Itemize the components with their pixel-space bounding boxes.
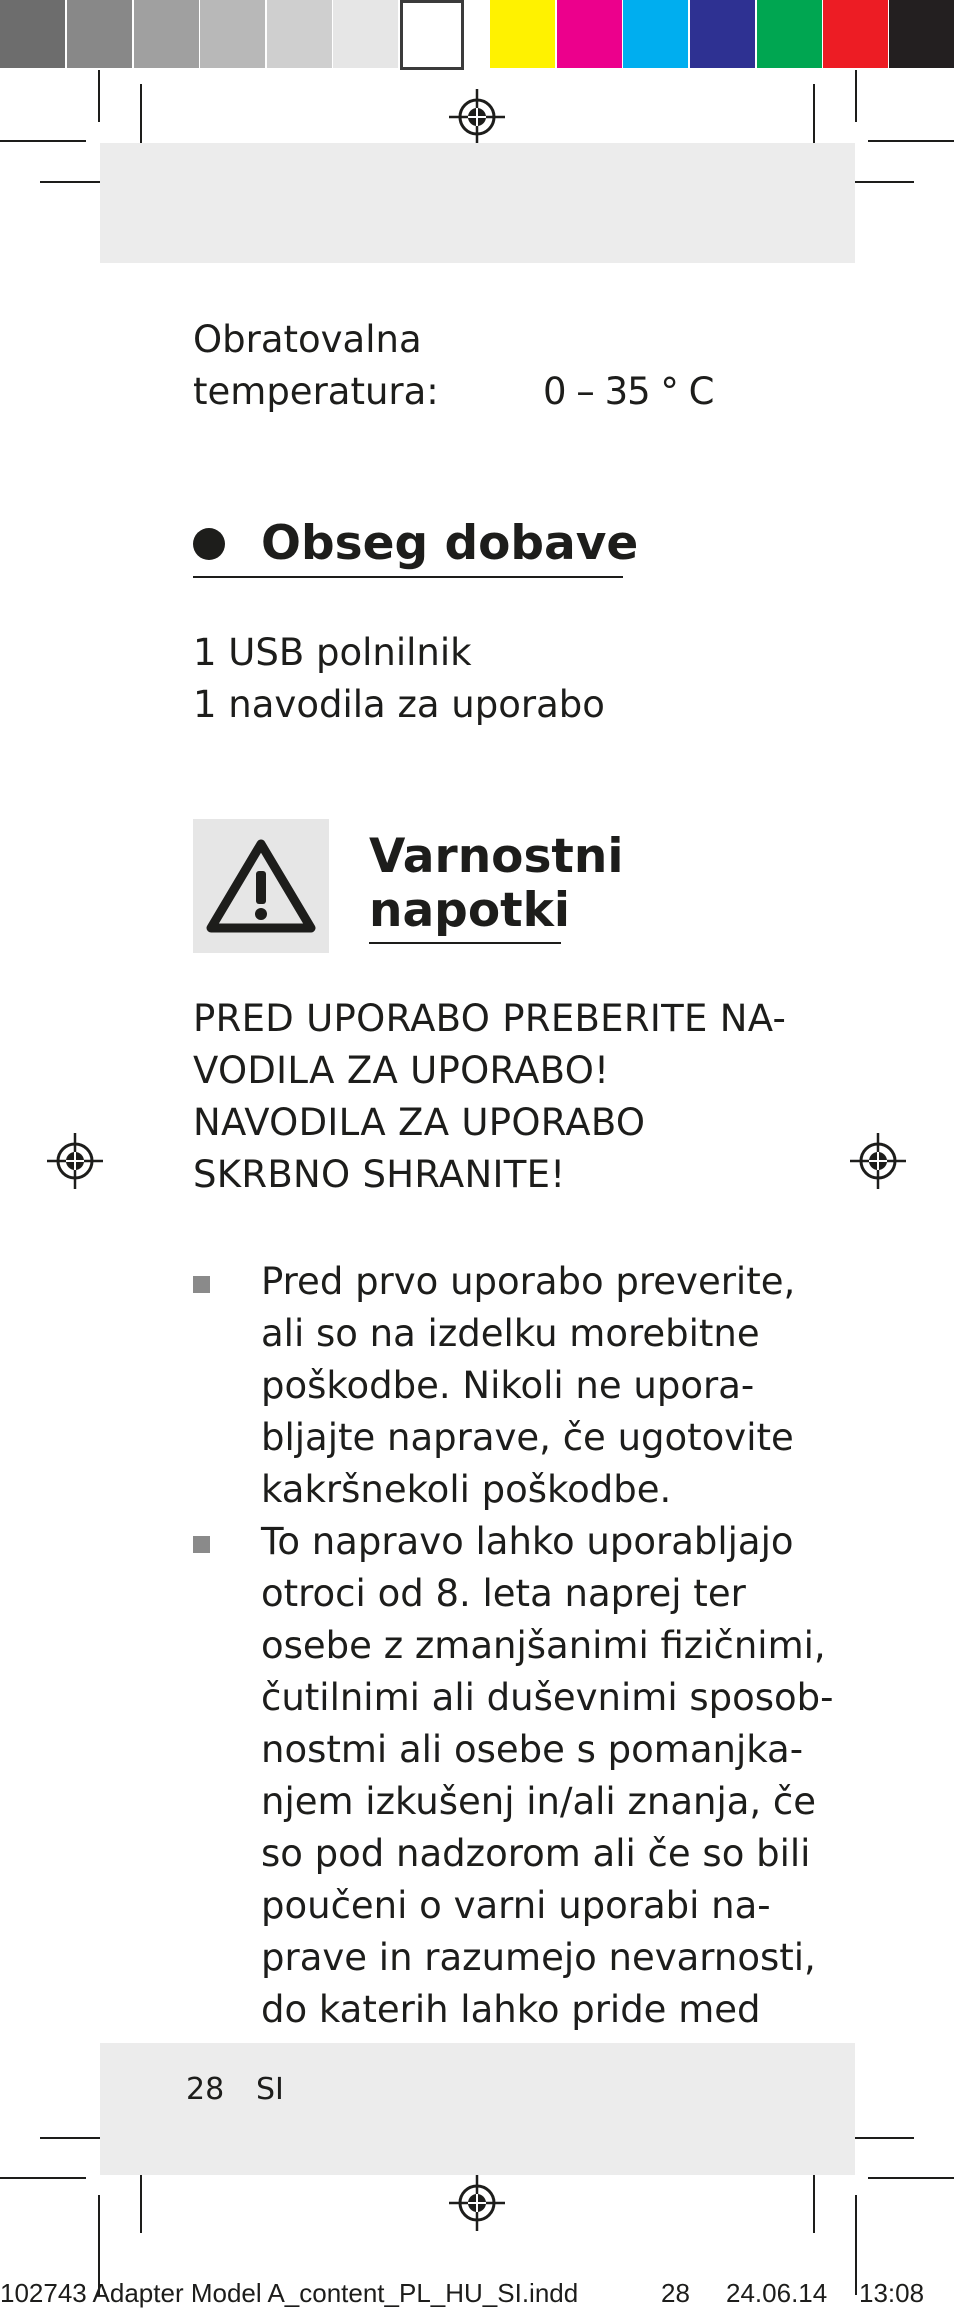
bullet-line: nostmi ali osebe s pomanjka- xyxy=(261,1728,804,1771)
page-number: 28 xyxy=(186,2072,225,2107)
color-swatch xyxy=(623,0,688,68)
bullet-line: so pod nadzorom ali če so bili xyxy=(261,1832,811,1875)
color-swatch xyxy=(490,0,555,68)
warning-triangle-icon xyxy=(193,819,329,953)
registration-mark-icon xyxy=(449,89,505,145)
print-slug-time: 13:08 xyxy=(859,2278,925,2308)
spec-label-line2: temperatura: xyxy=(193,370,439,413)
warning-line: VODILA ZA UPORABO! xyxy=(193,1049,610,1092)
page-language: SI xyxy=(256,2072,284,2107)
bullet-line: čutilnimi ali duševnimi sposob- xyxy=(261,1676,834,1719)
color-swatch xyxy=(333,0,398,68)
warning-icon-box xyxy=(193,819,329,953)
crop-mark xyxy=(813,84,815,152)
color-swatch xyxy=(0,0,65,68)
safety-heading-line2: napotki xyxy=(369,883,570,938)
crop-mark xyxy=(0,2177,86,2179)
print-slug-page: 28 xyxy=(661,2278,690,2308)
bullet-line: prave in razumejo nevarnosti, xyxy=(261,1936,816,1979)
bullet-line: poučeni o varni uporabi na- xyxy=(261,1884,771,1927)
list-bullet-icon xyxy=(193,1536,210,1553)
color-swatch xyxy=(134,0,199,68)
crop-mark xyxy=(98,70,100,122)
crop-mark xyxy=(855,70,857,122)
scope-item: 1 navodila za uporabo xyxy=(193,683,605,726)
bullet-line: otroci od 8. leta naprej ter xyxy=(261,1572,746,1615)
crop-mark xyxy=(868,140,954,142)
print-slug-file: 102743 Adapter Model A_content_PL_HU_SI.indd xyxy=(0,2278,579,2308)
warning-line: NAVODILA ZA UPORABO xyxy=(193,1101,646,1144)
section-bullet-icon xyxy=(193,528,225,560)
color-swatch xyxy=(757,0,822,68)
warning-line: SKRBNO SHRANITE! xyxy=(193,1153,566,1196)
color-swatch xyxy=(823,0,888,68)
bullet-line: poškodbe. Nikoli ne upora- xyxy=(261,1364,755,1407)
registration-mark-icon xyxy=(850,1133,906,1189)
heading-underline xyxy=(193,576,623,578)
color-swatch xyxy=(690,0,755,68)
safety-heading-line1: Varnostni xyxy=(369,829,624,884)
heading-underline xyxy=(369,942,561,944)
crop-mark xyxy=(0,140,86,142)
crop-mark xyxy=(855,2195,857,2295)
spec-label-line1: Obratovalna xyxy=(193,318,422,361)
crop-mark xyxy=(813,2165,815,2233)
color-swatch xyxy=(400,0,464,70)
color-swatch xyxy=(67,0,132,68)
list-bullet-icon xyxy=(193,1276,210,1293)
bullet-line: kakršnekoli poškodbe. xyxy=(261,1468,672,1511)
registration-mark-icon xyxy=(449,2175,505,2231)
bullet-line: Pred prvo uporabo preverite, xyxy=(261,1260,796,1303)
scope-item: 1 USB polnilnik xyxy=(193,631,472,674)
color-swatch xyxy=(557,0,622,68)
bullet-line: njem izkušenj in/ali znanja, če xyxy=(261,1780,817,1823)
color-swatch xyxy=(200,0,265,68)
print-slug-date: 24.06.14 xyxy=(726,2278,828,2308)
registration-mark-icon xyxy=(47,1133,103,1189)
crop-mark xyxy=(140,2165,142,2233)
page-header-band xyxy=(100,143,855,263)
color-swatch xyxy=(267,0,332,68)
bullet-line: bljajte naprave, če ugotovite xyxy=(261,1416,794,1459)
bullet-line: osebe z zmanjšanimi fizičnimi, xyxy=(261,1624,826,1667)
bullet-line: ali so na izdelku morebitne xyxy=(261,1312,760,1355)
bullet-line: To napravo lahko uporabljajo xyxy=(261,1520,794,1563)
color-swatch xyxy=(889,0,954,68)
scope-heading: Obseg dobave xyxy=(261,516,639,571)
spec-value: 0 – 35 ° C xyxy=(543,370,714,413)
crop-mark xyxy=(140,84,142,152)
warning-line: PRED UPORABO PREBERITE NA- xyxy=(193,997,787,1040)
crop-mark xyxy=(868,2177,954,2179)
bullet-line: do katerih lahko pride med xyxy=(261,1988,761,2031)
